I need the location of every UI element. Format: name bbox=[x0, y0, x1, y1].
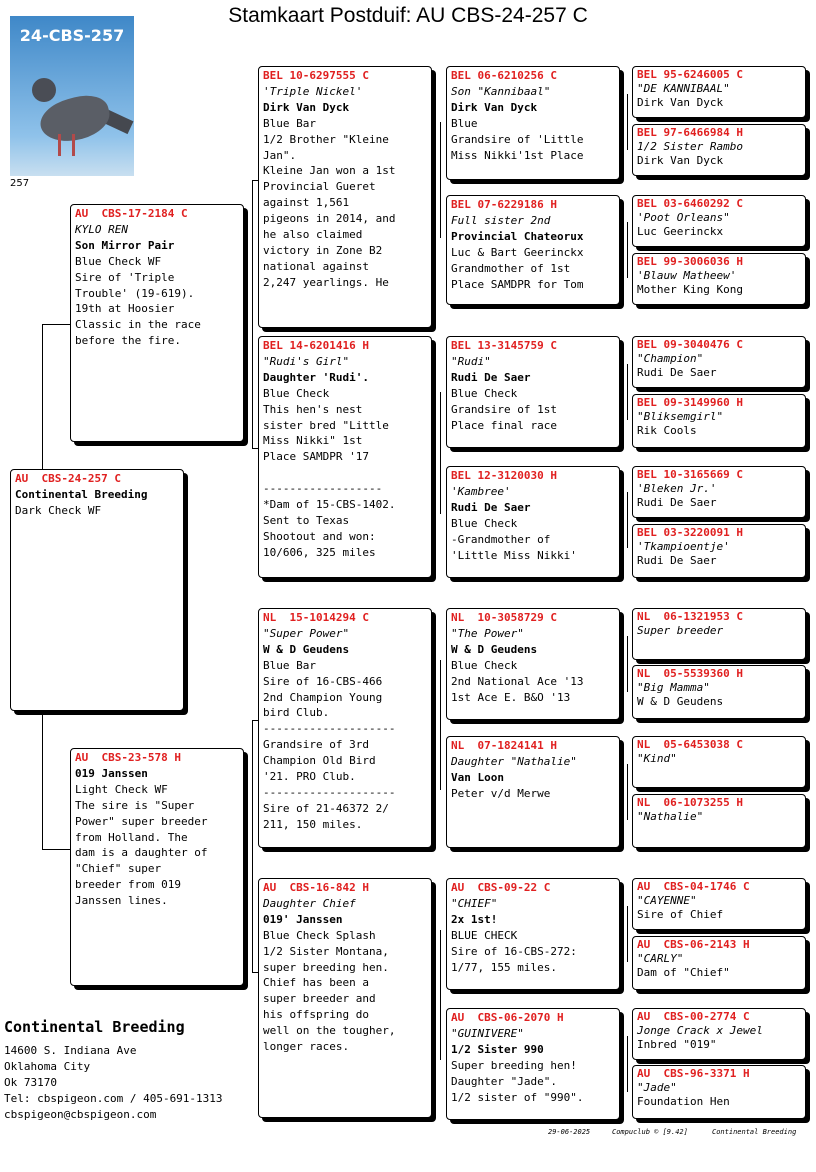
description: Blue Grandsire of 'Little Miss Nikki'1st Place bbox=[451, 116, 584, 162]
gg-grandparent-card[interactable] bbox=[632, 336, 806, 388]
gg-grandparent-card[interactable] bbox=[632, 936, 806, 990]
pigeon-name: "GUINIVERE" bbox=[451, 1026, 524, 1040]
connector-line bbox=[440, 392, 441, 514]
gg-grandparent-card[interactable] bbox=[632, 394, 806, 448]
description: Blue Bar Sire of 16-CBS-466 2nd Champion Young bird Club. -------------------- Grandsire of 3rd Champion Old Bird '21. PRO Club. -------------------- Sire of 21-46372 2/ 211, 150 miles. bbox=[263, 658, 396, 831]
stamp-owner: Continental Breeding bbox=[712, 1128, 797, 1136]
description: Luc & Bart Geerinckx Grandmother of 1st Place SAMDPR for Tom bbox=[451, 245, 584, 291]
ring-number: AU CBS-06-2070 H bbox=[451, 1011, 564, 1024]
footer-email[interactable]: cbspigeon@cbspigeon.com bbox=[4, 1108, 157, 1121]
owner: Rudi De Saer bbox=[637, 554, 717, 567]
ring-number: AU CBS-09-22 C bbox=[451, 881, 551, 894]
subject-card[interactable] bbox=[10, 469, 184, 711]
gg-grandparent-card[interactable] bbox=[632, 794, 806, 848]
ring-number: BEL 07-6229186 H bbox=[451, 198, 557, 211]
ring-number: AU CBS-06-2143 H bbox=[637, 938, 750, 951]
description: Blue Check -Grandmother of 'Little Miss Nikki' bbox=[451, 516, 577, 562]
pigeon-name: Daughter "Nathalie" bbox=[451, 754, 577, 768]
gg-grandparent-card[interactable] bbox=[632, 1065, 806, 1119]
sire-card[interactable] bbox=[70, 204, 244, 442]
description: BLUE CHECK Sire of 16-CBS-272: 1/77, 155 miles. bbox=[451, 928, 577, 974]
ring-number: BEL 12-3120030 H bbox=[451, 469, 557, 482]
ring-number: NL 07-1824141 H bbox=[451, 739, 557, 752]
owner: Dirk Van Dyck bbox=[451, 100, 538, 114]
footer-address: 14600 S. Indiana Ave bbox=[4, 1044, 137, 1057]
owner: Dirk Van Dyck bbox=[263, 100, 350, 114]
bird-head-shape bbox=[32, 78, 56, 102]
description: Blue Check WF Sire of 'Triple Trouble' (19-619). 19th at Hoosier Classic in the race before the fire. bbox=[75, 254, 201, 348]
owner: Luc Geerinckx bbox=[637, 225, 724, 238]
owner: Daughter 'Rudi'. bbox=[263, 370, 369, 384]
connector-line bbox=[252, 720, 253, 972]
dam-card[interactable] bbox=[70, 748, 244, 986]
pigeon-name: "Bliksemgirl" bbox=[637, 410, 724, 423]
footer-company: Continental Breeding bbox=[4, 1018, 185, 1036]
great-grandparent-card[interactable] bbox=[446, 466, 620, 578]
connector-line bbox=[627, 492, 628, 548]
pigeon-name: "Kind" bbox=[637, 752, 677, 765]
owner: 019 Janssen bbox=[75, 766, 148, 780]
ring-number: BEL 10-3165669 C bbox=[637, 468, 743, 481]
grandsire-card[interactable] bbox=[258, 608, 432, 848]
ring-number: AU CBS-17-2184 C bbox=[75, 207, 188, 220]
ring-number: BEL 14-6201416 H bbox=[263, 339, 369, 352]
pigeon-name: "CARLY" bbox=[637, 952, 684, 965]
ring-number: BEL 09-3040476 C bbox=[637, 338, 743, 351]
great-grandparent-card[interactable] bbox=[446, 878, 620, 990]
gg-grandparent-card[interactable] bbox=[632, 736, 806, 788]
ring-number: NL 05-6453038 C bbox=[637, 738, 743, 751]
ring-number: AU CBS-00-2774 C bbox=[637, 1010, 750, 1023]
grandsire-card[interactable] bbox=[258, 66, 432, 328]
pigeon-name: "Super Power" bbox=[263, 626, 350, 640]
footer-city: Oklahoma City bbox=[4, 1060, 91, 1073]
pigeon-name: "CHIEF" bbox=[451, 896, 498, 910]
gg-grandparent-card[interactable] bbox=[632, 466, 806, 518]
ring-number: NL 06-1073255 H bbox=[637, 796, 743, 809]
owner: W & D Geudens bbox=[637, 695, 724, 708]
software-credit: Compuclub © [9.42] bbox=[612, 1128, 688, 1136]
pigeon-name: "Rudi's Girl" bbox=[263, 354, 350, 368]
gg-grandparent-card[interactable] bbox=[632, 195, 806, 247]
description: Blue Check Splash 1/2 Sister Montana, super breeding hen. Chief has been a super breeder and his offspring do well on the tougher, longer races. bbox=[263, 928, 396, 1054]
ring-number: BEL 03-3220091 H bbox=[637, 526, 743, 539]
pigeon-name: "Jade" bbox=[637, 1081, 677, 1094]
ring-number: NL 06-1321953 C bbox=[637, 610, 743, 623]
pigeon-name: 'Kambree' bbox=[451, 484, 511, 498]
granddam-card[interactable] bbox=[258, 878, 432, 1118]
ring-number: BEL 03-6460292 C bbox=[637, 197, 743, 210]
gg-grandparent-card[interactable] bbox=[632, 608, 806, 660]
description: Blue Bar 1/2 Brother "Kleine Jan". Kleine Jan won a 1st Provincial Gueret against 1,561 pigeons in 2014, and he also claimed victory in Zone B2 national against 2,247 yearlings. He bbox=[263, 116, 396, 289]
connector-line bbox=[627, 636, 628, 692]
connector-line bbox=[42, 324, 43, 469]
connector-line bbox=[627, 94, 628, 150]
pigeon-name: 'Poot Orleans" bbox=[637, 211, 730, 224]
description: Blue Check This hen's nest sister bred "Little Miss Nikki" 1st Place SAMDPR '17 ------------------ *Dam of 15-CBS-1402. Sent to Texas Shootout and won: 10/606, 325 miles bbox=[263, 386, 396, 559]
ring-number: BEL 06-6210256 C bbox=[451, 69, 557, 82]
page-title: Stamkaart Postduif: AU CBS-24-257 C bbox=[228, 4, 588, 27]
ring-number: BEL 09-3149960 H bbox=[637, 396, 743, 409]
gg-grandparent-card[interactable] bbox=[632, 253, 806, 305]
ring-number: AU CBS-96-3371 H bbox=[637, 1067, 750, 1080]
owner: Dam of "Chief" bbox=[637, 966, 730, 979]
great-grandparent-card[interactable] bbox=[446, 608, 620, 720]
gg-grandparent-card[interactable] bbox=[632, 1008, 806, 1060]
owner: 1/2 Sister 990 bbox=[451, 1042, 544, 1056]
description: Light Check WF The sire is "Super Power" super breeder from Holland. The dam is a daughter of "Chief" super breeder from 019 Janssen lines. bbox=[75, 782, 208, 908]
owner: Provincial Chateorux bbox=[451, 229, 584, 243]
footer-tel[interactable]: Tel: cbspigeon.com / 405-691-1313 bbox=[4, 1092, 223, 1105]
connector-line bbox=[440, 930, 441, 1060]
owner: Continental Breeding bbox=[15, 487, 148, 501]
gg-grandparent-card[interactable] bbox=[632, 124, 806, 176]
great-grandparent-card[interactable] bbox=[446, 736, 620, 848]
description: Dark Check WF bbox=[15, 503, 102, 517]
owner: Van Loon bbox=[451, 770, 504, 784]
pigeon-name: "CAYENNE" bbox=[637, 894, 697, 907]
bird-leg-shape bbox=[58, 134, 61, 156]
gg-grandparent-card[interactable] bbox=[632, 878, 806, 930]
ring-number: NL 10-3058729 C bbox=[451, 611, 557, 624]
granddam-card[interactable] bbox=[258, 336, 432, 578]
ring-number: AU CBS-24-257 C bbox=[15, 472, 121, 485]
connector-line bbox=[42, 324, 70, 325]
ring-number: AU CBS-16-842 H bbox=[263, 881, 369, 894]
owner: Dirk Van Dyck bbox=[637, 96, 724, 109]
great-grandparent-card[interactable] bbox=[446, 66, 620, 180]
great-grandparent-card[interactable] bbox=[446, 336, 620, 448]
connector-line bbox=[252, 180, 253, 448]
owner: Rudi De Saer bbox=[451, 500, 531, 514]
connector-line bbox=[440, 122, 441, 238]
owner: Rudi De Saer bbox=[637, 366, 717, 379]
connector-line bbox=[42, 849, 70, 850]
owner: Dirk Van Dyck bbox=[637, 154, 724, 167]
gg-grandparent-card[interactable] bbox=[632, 665, 806, 719]
footer-state: Ok 73170 bbox=[4, 1076, 57, 1089]
connector-line bbox=[627, 222, 628, 278]
owner: 019' Janssen bbox=[263, 912, 343, 926]
description: Peter v/d Merwe bbox=[451, 786, 551, 800]
owner: Mother King Kong bbox=[637, 283, 743, 296]
ring-number: BEL 10-6297555 C bbox=[263, 69, 369, 82]
ring-number: BEL 13-3145759 C bbox=[451, 339, 557, 352]
description: Blue Check Grandsire of 1st Place final race bbox=[451, 386, 557, 432]
owner: W & D Geudens bbox=[451, 642, 538, 656]
owner: Son Mirror Pair bbox=[75, 238, 175, 252]
owner: Inbred "019" bbox=[637, 1038, 717, 1051]
pigeon-name: "DE KANNIBAAL" bbox=[637, 82, 730, 95]
owner: 2x 1st! bbox=[451, 912, 498, 926]
owner: Rudi De Saer bbox=[637, 496, 717, 509]
ring-number: NL 05-5539360 H bbox=[637, 667, 743, 680]
photo-number: 257 bbox=[10, 178, 30, 189]
bird-leg-shape bbox=[72, 134, 75, 156]
description: Super breeding hen! Daughter "Jade". 1/2 sister of "990". bbox=[451, 1058, 584, 1104]
connector-line bbox=[42, 711, 43, 849]
ring-number: BEL 97-6466984 H bbox=[637, 126, 743, 139]
pigeon-name: Jonge Crack x Jewel bbox=[637, 1024, 763, 1037]
pigeon-name: 'Triple Nickel' bbox=[263, 84, 363, 98]
owner: Rik Cools bbox=[637, 424, 697, 437]
pigeon-name: 1/2 Sister Rambo bbox=[637, 140, 743, 153]
pigeon-name: "Rudi" bbox=[451, 354, 491, 368]
print-date: 29-06-2025 bbox=[548, 1128, 591, 1136]
pigeon-name: KYLO REN bbox=[75, 222, 128, 236]
owner: Foundation Hen bbox=[637, 1095, 730, 1108]
owner: W & D Geudens bbox=[263, 642, 350, 656]
photo-label: 24-CBS-257 bbox=[19, 26, 125, 45]
connector-line bbox=[627, 906, 628, 962]
gg-grandparent-card[interactable] bbox=[632, 524, 806, 578]
great-grandparent-card[interactable] bbox=[446, 195, 620, 305]
pigeon-name: Full sister 2nd bbox=[451, 213, 551, 227]
owner: Sire of Chief bbox=[637, 908, 724, 921]
connector-line bbox=[627, 764, 628, 820]
pigeon-name: 'Bleken Jr.' bbox=[637, 482, 717, 495]
pigeon-name: "Nathalie" bbox=[637, 810, 704, 823]
connector-line bbox=[440, 660, 441, 790]
connector-line bbox=[627, 364, 628, 420]
ring-number: NL 15-1014294 C bbox=[263, 611, 369, 624]
ring-number: BEL 99-3006036 H bbox=[637, 255, 743, 268]
pigeon-photo bbox=[10, 16, 134, 176]
pigeon-name: "The Power" bbox=[451, 626, 524, 640]
pigeon-name: 'Blauw Matheew' bbox=[637, 269, 737, 282]
great-grandparent-card[interactable] bbox=[446, 1008, 620, 1120]
owner: Rudi De Saer bbox=[451, 370, 531, 384]
pigeon-name: Super breeder bbox=[637, 624, 724, 637]
ring-number: AU CBS-04-1746 C bbox=[637, 880, 750, 893]
ring-number: AU CBS-23-578 H bbox=[75, 751, 181, 764]
pigeon-name: 'Tkampioentje' bbox=[637, 540, 730, 553]
pigeon-name: "Big Mamma" bbox=[637, 681, 710, 694]
pigeon-name: Son "Kannibaal" bbox=[451, 84, 551, 98]
description: Blue Check 2nd National Ace '13 1st Ace E. B&O '13 bbox=[451, 658, 584, 704]
connector-line bbox=[627, 1036, 628, 1092]
ring-number: BEL 95-6246005 C bbox=[637, 68, 743, 81]
pigeon-name: "Champion" bbox=[637, 352, 704, 365]
gg-grandparent-card[interactable] bbox=[632, 66, 806, 118]
pigeon-name: Daughter Chief bbox=[263, 896, 356, 910]
